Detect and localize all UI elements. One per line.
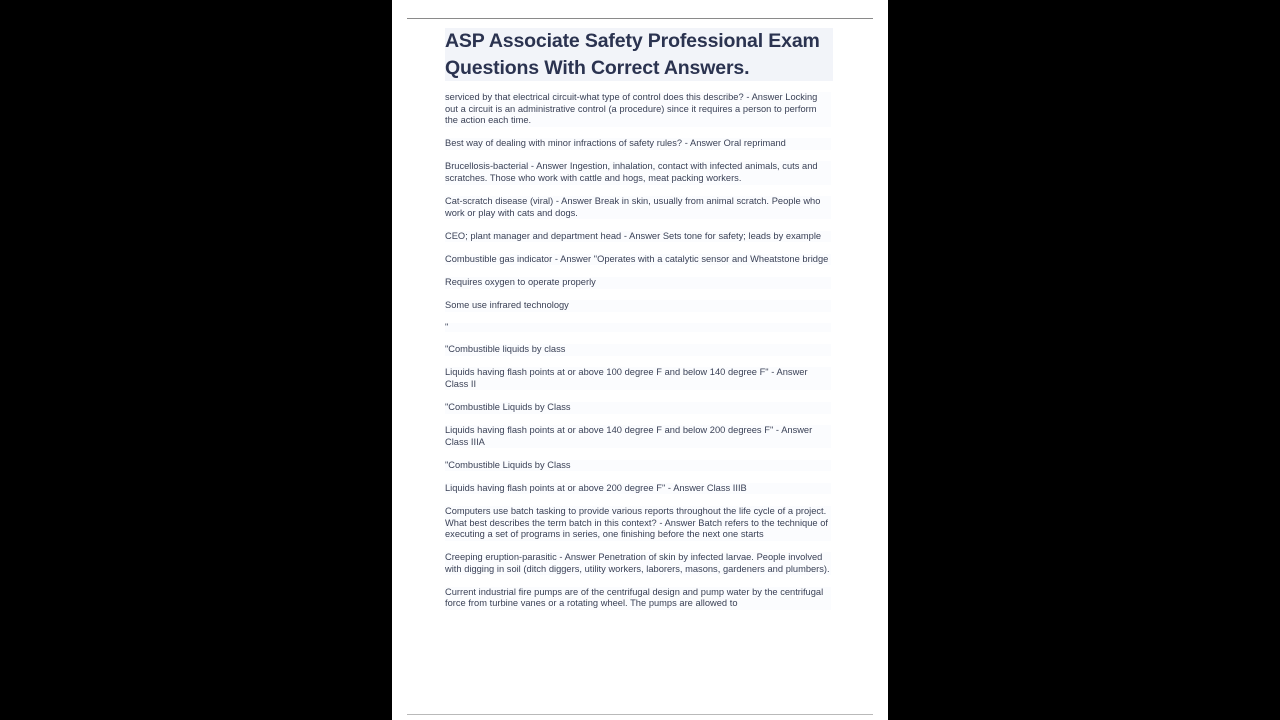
document-page: [392, 0, 888, 720]
document-paragraph: "Combustible Liquids by Class: [445, 460, 831, 472]
document-paragraph: Current industrial fire pumps are of the centrifugal design and pump water by the centrifugal force from turbine vanes or a rotating wheel. The pumps are allowed to: [445, 587, 831, 610]
document-paragraph: CEO; plant manager and department head - Answer Sets tone for safety; leads by example: [445, 231, 831, 243]
page-header-rule: [407, 18, 873, 19]
document-paragraph: Some use infrared technology: [445, 300, 831, 312]
document-paragraph: serviced by that electrical circuit-what type of control does this describe? - Answer Locking out a circuit is an administrative control (a procedure) since it requires a person to perform the action each time.: [445, 92, 831, 127]
document-paragraph: ": [445, 323, 831, 332]
document-paragraph: Liquids having flash points at or above 100 degree F and below 140 degree F" - Answer Class II: [445, 367, 831, 390]
document-paragraph: Cat-scratch disease (viral) - Answer Break in skin, usually from animal scratch. People who work or play with cats and dogs.: [445, 196, 831, 219]
document-paragraph: "Combustible liquids by class: [445, 344, 831, 356]
document-paragraph: Computers use batch tasking to provide various reports throughout the life cycle of a project. What best describes the term batch in this context? - Answer Batch refers to the technique of executing a set of programs in series, one finishing before the next one starts: [445, 506, 831, 541]
page-footer-rule: [407, 714, 873, 715]
document-paragraph: Brucellosis-bacterial - Answer Ingestion, inhalation, contact with infected animals, cuts and scratches. Those who work with cattle and hogs, meat packing workers.: [445, 161, 831, 184]
document-paragraph: Best way of dealing with minor infractions of safety rules? - Answer Oral reprimand: [445, 138, 831, 150]
document-paragraph: Liquids having flash points at or above 140 degree F and below 200 degrees F" - Answer Class IIIA: [445, 425, 831, 448]
document-paragraph: Requires oxygen to operate properly: [445, 277, 831, 289]
document-paragraph: Liquids having flash points at or above 200 degree F" - Answer Class IIIB: [445, 483, 831, 495]
document-body: [445, 92, 835, 610]
document-paragraph: "Combustible Liquids by Class: [445, 402, 831, 414]
document-paragraph: Creeping eruption-parasitic - Answer Penetration of skin by infected larvae. People involved with digging in soil (ditch diggers, utility workers, laborers, masons, gardeners and plumbers).: [445, 552, 830, 574]
document-paragraph: Combustible gas indicator - Answer "Operates with a catalytic sensor and Wheatstone bridge: [445, 254, 831, 266]
document-content: [445, 28, 835, 610]
page-title: ASP Associate Safety Professional Exam Questions With Correct Answers.: [445, 28, 833, 81]
